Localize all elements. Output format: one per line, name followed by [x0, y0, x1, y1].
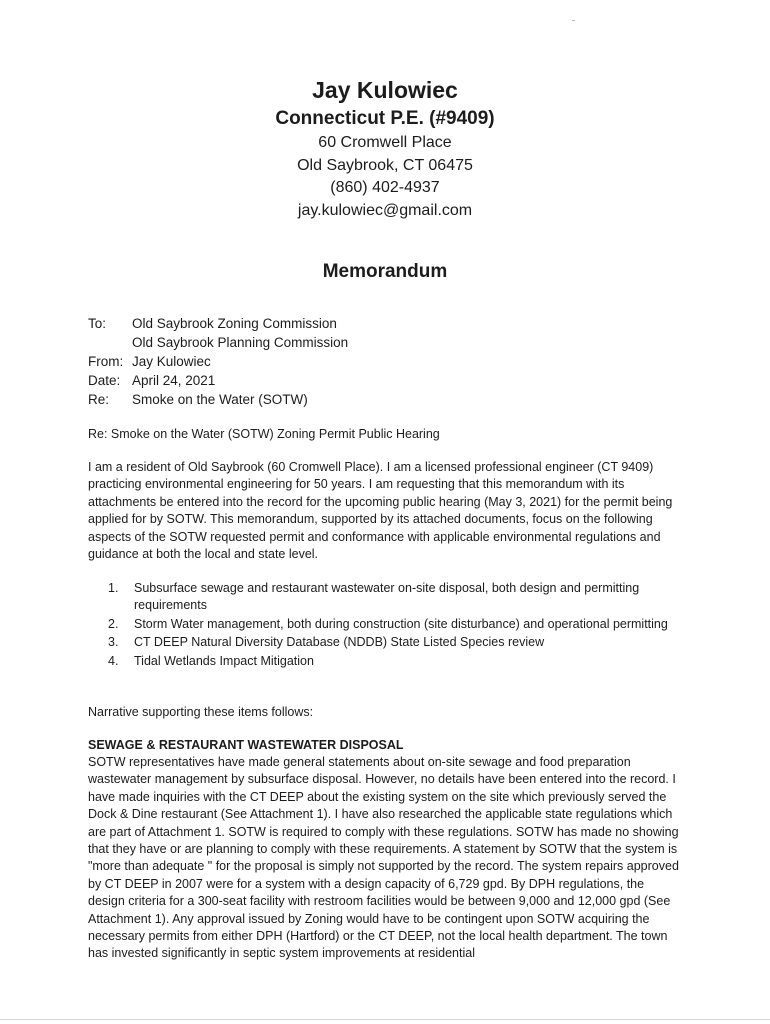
subject-line: Re: Smoke on the Water (SOTW) Zoning Permit Public Hearing: [88, 427, 440, 441]
header-label: Re:: [88, 392, 110, 407]
list-text: Tidal Wetlands Impact Mitigation: [134, 653, 314, 668]
email-address: jay.kulowiec@gmail.com: [297, 201, 473, 219]
header-value: Old Saybrook Planning Commission: [132, 335, 349, 350]
header-row-to-cont: [88, 333, 348, 352]
intro-paragraph: I am a resident of Old Saybrook (60 Cromwell Place). I am a licensed professional engineer (CT 9409) practicing environmental engineering for 50 years. I am requesting that this memorandum with its attachments be entered into the record for the upcoming public hearing (May 3, 2021) for the permit being applied for by SOTW. This memorandum, supported by its attached documents, focus on the following aspects of the SOTW requested permit and conformance with applicable environmental regulations and guidance at both the local and state level.: [88, 460, 673, 562]
header-value: Jay Kulowiec: [132, 354, 211, 369]
memo-title: Memorandum: [322, 261, 448, 282]
header-row-re: [88, 390, 348, 409]
section-heading: SEWAGE & RESTAURANT WASTEWATER DISPOSAL: [88, 738, 404, 752]
header-value: Smoke on the Water (SOTW): [132, 392, 308, 407]
list-number: 1.: [108, 581, 119, 595]
list-number: 2.: [108, 616, 119, 631]
list-item: [108, 653, 668, 670]
memo-header: [88, 314, 348, 409]
author-name: Jay Kulowiec: [312, 77, 458, 103]
list-text: CT DEEP Natural Diversity Database (NDDB) State Listed Species review: [134, 635, 545, 650]
topic-list: [108, 580, 668, 671]
list-item: [108, 616, 668, 633]
author-credential: Connecticut P.E. (#9409): [275, 108, 495, 129]
narrative-intro: Narrative supporting these items follows:: [88, 705, 314, 719]
address-street: 60 Cromwell Place: [318, 134, 452, 151]
scan-edge-line: [0, 1019, 770, 1020]
list-number: 3.: [108, 635, 119, 650]
list-text: Storm Water management, both during construction (site disturbance) and operational permitting: [134, 616, 668, 631]
header-label: From:: [88, 354, 124, 369]
header-value: Old Saybrook Zoning Commission: [132, 316, 337, 331]
header-row-from: [88, 352, 348, 371]
header-row-to: [88, 314, 348, 333]
list-number: 4.: [108, 653, 119, 668]
section-paragraph: SOTW representatives have made general statements about on-site sewage and food preparation wastewater management by subsurface disposal. However, no details have been entered into the record. I have made inquiries with the CT DEEP about the existing system on the site which previously served the Dock & Dine restaurant (See Attachment 1). I have also researched the applicable state regulations which are part of Attachment 1. SOTW is required to comply with these regulations. SOTW has made no showing that they have or are planning to comply with these requirements. A statement by SOTW that the system is "more than adequate " for the proposal is simply not supported by the record. The system repairs approved by CT DEEP in 2007 were for a system with a design capacity of 6,729 gpd. By DPH regulations, the design criteria for a 300-seat facility with restroom facilities would be between 9,000 and 12,000 gpd (See Attachment 1). Any approval issued by Zoning would have to be contingent upon SOTW acquiring the necessary permits from either DPH (Hartford) or the CT DEEP, not the local health department. The town has invested significantly in septic system improvements at residential: [88, 755, 679, 961]
header-label: To:: [88, 316, 107, 331]
header-label: [88, 333, 132, 352]
header-value: April 24, 2021: [132, 373, 216, 388]
letterhead: [0, 76, 770, 222]
phone-number: (860) 402-4937: [330, 179, 440, 196]
header-row-date: [88, 371, 348, 390]
list-item: [108, 634, 668, 651]
address-city: Old Saybrook, CT 06475: [297, 156, 473, 174]
list-text: Subsurface sewage and restaurant wastewater on-site disposal, both design and permitting requirements: [134, 581, 640, 613]
scan-speck: [572, 20, 575, 21]
header-label: Date:: [88, 373, 121, 388]
list-item: [108, 580, 668, 615]
